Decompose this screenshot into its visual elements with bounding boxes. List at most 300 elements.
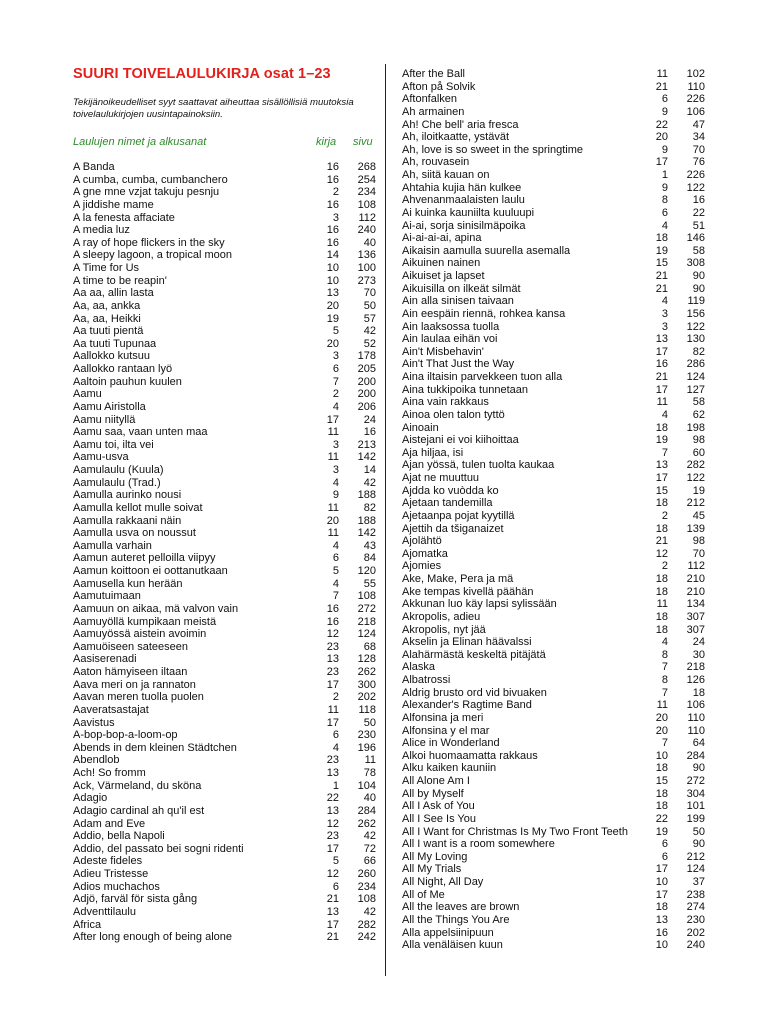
book-number: 17 — [655, 383, 668, 396]
book-number: 13 — [655, 333, 668, 346]
song-row — [73, 792, 376, 805]
song-row — [73, 350, 376, 363]
book-number: 18 — [655, 573, 668, 585]
song-row — [402, 346, 705, 359]
book-number: 4 — [332, 539, 339, 552]
book-number: 17 — [326, 413, 339, 426]
page-number: 70 — [692, 547, 705, 560]
song-name: Aamu — [73, 388, 102, 401]
book-number: 10 — [655, 876, 668, 888]
song-name: Aamu-usva — [73, 451, 129, 464]
song-row — [402, 624, 705, 637]
song-name: Ah, iloitkaatte, ystävät — [402, 131, 509, 144]
song-name: Ake tempas kivellä päähän — [402, 585, 534, 598]
book-number: 22 — [655, 812, 668, 825]
song-name: Aa tuuti Tupunaa — [73, 337, 157, 350]
page-number: 234 — [357, 186, 376, 199]
song-row — [73, 477, 376, 490]
page-number: 273 — [357, 274, 376, 287]
book-number: 1 — [661, 169, 668, 181]
song-name: Ajettih da tšiganaizet — [402, 522, 504, 535]
song-row — [73, 919, 376, 932]
book-number: 7 — [661, 661, 668, 674]
song-name: Addio, del passato bei sogni ridenti — [73, 842, 244, 855]
song-name: Aaveratsastajat — [73, 703, 149, 716]
page-number: 101 — [686, 800, 705, 813]
song-name: Aamu saa, vaan unten maa — [73, 426, 208, 439]
book-number: 21 — [326, 931, 339, 944]
page-number: 90 — [692, 270, 705, 282]
page-number: 42 — [363, 476, 376, 489]
song-row — [73, 666, 376, 679]
book-number: 12 — [326, 868, 339, 880]
book-number: 6 — [661, 838, 668, 851]
song-row — [73, 565, 376, 578]
page-number: 142 — [357, 451, 376, 464]
song-name: Ake, Make, Pera ja mä — [402, 573, 514, 585]
song-name: Aftonfalken — [402, 93, 458, 106]
book-number: 17 — [655, 156, 668, 169]
song-name: Ajomies — [402, 560, 442, 573]
song-row — [73, 161, 376, 174]
song-row — [73, 464, 376, 477]
song-row — [402, 712, 705, 725]
song-name: Ah armainen — [402, 105, 465, 118]
song-name: Akropolis, adieu — [402, 610, 481, 623]
song-name: Adventtilaulu — [73, 905, 136, 918]
song-row — [73, 174, 376, 187]
song-row — [402, 308, 705, 321]
song-name: Ainoain — [402, 421, 439, 434]
song-name: Ain't Misbehavin' — [402, 345, 484, 358]
song-row — [402, 699, 705, 712]
page-number: 90 — [692, 282, 705, 295]
page-number: 127 — [686, 383, 705, 396]
book-number: 6 — [661, 93, 668, 106]
song-name: A cumba, cumba, cumbanchero — [73, 173, 228, 186]
page-number: 60 — [692, 446, 705, 459]
song-name: Aasiserenadi — [73, 653, 137, 666]
book-number: 20 — [655, 131, 668, 144]
song-name: Alla venäläisen kuun — [402, 939, 503, 952]
page-number: 14 — [363, 464, 376, 476]
book-number: 17 — [655, 472, 668, 484]
song-row — [402, 813, 705, 826]
song-row — [73, 780, 376, 793]
page-number: 282 — [357, 918, 376, 931]
song-name: Ain laulaa eihän voi — [402, 333, 498, 346]
page-number: 199 — [686, 812, 705, 825]
book-number: 4 — [332, 400, 339, 413]
song-name: All I Want for Christmas Is My Two Front Teeth — [402, 825, 628, 838]
book-number: 13 — [326, 804, 339, 817]
song-row — [73, 540, 376, 553]
page-number: 139 — [686, 522, 705, 535]
song-name: All by Myself — [402, 787, 464, 800]
song-row — [402, 826, 705, 839]
song-row — [73, 388, 376, 401]
page-number: 42 — [363, 325, 376, 338]
song-row — [402, 876, 705, 889]
song-row — [402, 851, 705, 864]
page-number: 304 — [686, 787, 705, 800]
song-row — [402, 510, 705, 523]
book-number: 8 — [661, 674, 668, 686]
book-number: 22 — [655, 118, 668, 131]
page-number: 40 — [363, 236, 376, 249]
book-number: 4 — [332, 476, 339, 489]
book-number: 20 — [326, 514, 339, 527]
book-number: 19 — [655, 825, 668, 838]
book-number: 6 — [332, 880, 339, 893]
song-row — [73, 515, 376, 528]
song-row — [402, 220, 705, 233]
book-number: 3 — [661, 307, 668, 320]
song-name: Alku kaiken kauniin — [402, 762, 497, 775]
book-number: 17 — [326, 842, 339, 855]
page-number: 57 — [363, 312, 376, 325]
book-number: 13 — [326, 653, 339, 666]
book-number: 17 — [326, 716, 339, 729]
page-number: 188 — [357, 489, 376, 502]
page-number: 108 — [357, 198, 376, 211]
page-number: 100 — [357, 262, 376, 274]
page-number: 52 — [363, 337, 376, 350]
song-name: Adios muchachos — [73, 880, 160, 893]
book-number: 10 — [655, 749, 668, 762]
page-number: 30 — [692, 648, 705, 661]
song-name: Aamulla varhain — [73, 539, 152, 552]
page-number: 274 — [686, 901, 705, 914]
song-name: All I want is a room somewhere — [402, 838, 555, 851]
song-row — [402, 674, 705, 687]
song-name: Ah, love is so sweet in the springtime — [402, 143, 583, 156]
book-number: 6 — [332, 729, 339, 742]
page-number: 98 — [692, 535, 705, 548]
song-name: All My Trials — [402, 863, 462, 876]
book-number: 2 — [332, 691, 339, 704]
song-name: Aamu Airistolla — [73, 400, 146, 413]
page-number: 42 — [363, 830, 376, 843]
book-number: 13 — [326, 287, 339, 300]
song-name: Africa — [73, 918, 102, 931]
song-row — [402, 560, 705, 573]
song-row — [402, 472, 705, 485]
song-row — [73, 641, 376, 654]
song-row — [402, 447, 705, 460]
book-number: 11 — [327, 426, 339, 439]
song-name: Aina iltaisin parvekkeen tuon alla — [402, 371, 563, 383]
page-number: 242 — [357, 931, 376, 944]
book-number: 2 — [332, 388, 339, 401]
book-number: 16 — [326, 173, 339, 186]
song-name: A time to be reapin' — [73, 274, 167, 287]
page-number: 108 — [357, 893, 376, 906]
page-number: 108 — [357, 590, 376, 603]
song-row — [73, 906, 376, 919]
song-name: Alaska — [402, 661, 436, 674]
song-name: Aamu niityllä — [73, 413, 136, 426]
song-row — [73, 830, 376, 843]
book-number: 23 — [326, 666, 339, 678]
page-number: 198 — [686, 421, 705, 434]
song-name: Aa tuuti pientä — [73, 325, 144, 338]
page-number: 188 — [357, 514, 376, 527]
song-row — [402, 914, 705, 927]
song-row — [73, 628, 376, 641]
book-number: 15 — [655, 775, 668, 787]
song-name: Aa, aa, ankka — [73, 299, 141, 312]
page-number: 284 — [686, 749, 705, 762]
song-name: Aa aa, allin lasta — [73, 287, 154, 300]
book-number: 9 — [332, 489, 339, 502]
page-number: 268 — [357, 161, 376, 173]
book-number: 9 — [661, 143, 668, 156]
song-name: Akropolis, nyt jää — [402, 623, 486, 636]
book-number: 2 — [661, 509, 668, 522]
book-number: 7 — [661, 737, 668, 750]
song-name: Aamusella kun herään — [73, 577, 183, 590]
song-row — [73, 401, 376, 414]
song-row — [402, 775, 705, 788]
page-number: 206 — [357, 400, 376, 413]
header-page: sivu — [353, 136, 373, 148]
page-number: 68 — [363, 640, 376, 653]
song-row — [402, 611, 705, 624]
song-name: All My Loving — [402, 850, 468, 863]
song-row — [73, 237, 376, 250]
song-row — [402, 333, 705, 346]
song-row — [73, 313, 376, 326]
page-number: 282 — [686, 459, 705, 472]
song-name: Ah, siitä kauan on — [402, 169, 490, 181]
song-row — [402, 523, 705, 536]
song-name: Aavan meren tuolla puolen — [73, 691, 204, 704]
page-number: 72 — [363, 842, 376, 855]
page-number: 126 — [686, 674, 705, 686]
song-row — [73, 249, 376, 262]
book-number: 20 — [655, 711, 668, 724]
page-number: 272 — [686, 775, 705, 787]
page-number: 40 — [363, 792, 376, 805]
song-row — [402, 725, 705, 738]
song-row — [73, 527, 376, 540]
page-number: 234 — [357, 880, 376, 893]
book-number: 11 — [327, 451, 339, 464]
header-song-name: Laulujen nimet ja alkusanat — [73, 136, 207, 148]
song-name: A sleepy lagoon, a tropical moon — [73, 249, 232, 262]
song-row — [402, 649, 705, 662]
song-name: Afton på Solvik — [402, 80, 476, 93]
book-number: 11 — [656, 396, 668, 409]
page-number: 84 — [363, 552, 376, 565]
song-row — [402, 169, 705, 182]
song-row — [73, 603, 376, 616]
song-row — [73, 868, 376, 881]
song-row — [402, 750, 705, 763]
page-number: 284 — [357, 804, 376, 817]
book-number: 21 — [655, 270, 668, 282]
book-number: 4 — [332, 577, 339, 590]
book-number: 23 — [326, 640, 339, 653]
song-row — [402, 93, 705, 106]
page-number: 156 — [686, 307, 705, 320]
song-name: Ain't That Just the Way — [402, 358, 515, 371]
book-number: 21 — [655, 80, 668, 93]
book-number: 4 — [661, 295, 668, 308]
book-number: 6 — [332, 363, 339, 375]
page-title: SUURI TOIVELAULUKIRJA osat 1–23 — [73, 66, 331, 82]
song-name: All Night, All Day — [402, 876, 484, 888]
book-number: 4 — [661, 636, 668, 649]
song-row — [73, 578, 376, 591]
song-row — [73, 489, 376, 502]
song-row — [73, 376, 376, 389]
page-number: 58 — [692, 244, 705, 257]
page-number: 240 — [357, 224, 376, 237]
page-number: 128 — [357, 653, 376, 666]
song-list-right — [402, 68, 705, 952]
song-row — [73, 426, 376, 439]
page-number: 90 — [692, 838, 705, 851]
page-number: 202 — [686, 926, 705, 939]
song-name: Aamuöiseen sateeseen — [73, 640, 188, 653]
song-name: Ainoa olen talon tyttö — [402, 408, 505, 421]
page-number: 98 — [692, 434, 705, 447]
song-name: Adieu Tristesse — [73, 868, 149, 880]
song-row — [73, 679, 376, 692]
page-number: 37 — [692, 876, 705, 888]
song-name: Adagio cardinal ah qu'il est — [73, 804, 205, 817]
song-name: Aikuinen nainen — [402, 257, 481, 270]
song-name: Aamulaulu (Trad.) — [73, 476, 161, 489]
page-number: 51 — [692, 219, 705, 232]
song-row — [73, 805, 376, 818]
page-number: 300 — [357, 678, 376, 691]
song-name: Ah! Che bell' aria fresca — [402, 118, 519, 131]
book-number: 9 — [661, 181, 668, 194]
page-number: 43 — [363, 539, 376, 552]
song-row — [402, 245, 705, 258]
song-row — [402, 422, 705, 435]
book-number: 13 — [326, 905, 339, 918]
song-name: Ajdda ko vuòdda ko — [402, 484, 499, 497]
song-name: A ray of hope flickers in the sky — [73, 236, 225, 249]
book-number: 6 — [661, 206, 668, 219]
song-row — [402, 598, 705, 611]
song-row — [402, 232, 705, 245]
song-name: Aa, aa, Heikki — [73, 312, 141, 325]
song-row — [73, 451, 376, 464]
song-row — [73, 363, 376, 376]
song-row — [402, 194, 705, 207]
song-row — [73, 742, 376, 755]
song-name: A gne mne vzjat takuju pesnju — [73, 186, 220, 199]
page-number: 230 — [686, 913, 705, 926]
book-number: 6 — [332, 552, 339, 565]
book-number: 5 — [332, 565, 339, 577]
book-number: 12 — [655, 547, 668, 560]
page-number: 11 — [364, 754, 376, 767]
book-number: 2 — [661, 560, 668, 573]
book-number: 18 — [655, 623, 668, 636]
song-row — [402, 295, 705, 308]
page-number: 272 — [357, 602, 376, 615]
book-number: 18 — [655, 421, 668, 434]
song-row — [73, 754, 376, 767]
book-number: 18 — [655, 610, 668, 623]
song-row — [402, 371, 705, 384]
song-row — [402, 661, 705, 674]
song-name: Aina tukkipoika tunnetaan — [402, 383, 528, 396]
song-row — [73, 616, 376, 629]
page-number: 110 — [687, 80, 705, 93]
song-row — [402, 119, 705, 132]
song-name: All the Things You Are — [402, 913, 510, 926]
song-row — [73, 717, 376, 730]
song-row — [73, 287, 376, 300]
song-name: Akselin ja Elinan häävalssi — [402, 636, 532, 649]
header-book: kirja — [316, 136, 337, 148]
book-number: 21 — [655, 371, 668, 383]
page-number: 66 — [363, 855, 376, 868]
song-name: Adjö, farväl för sista gång — [73, 893, 198, 906]
song-name: Ain laaksossa tuolla — [402, 320, 500, 333]
book-number: 3 — [332, 438, 339, 451]
book-number: 15 — [655, 257, 668, 270]
page-number: 212 — [686, 850, 705, 863]
page-number: 22 — [692, 206, 705, 219]
page-number: 142 — [357, 527, 376, 540]
song-row — [402, 81, 705, 94]
book-number: 19 — [655, 244, 668, 257]
song-row — [402, 106, 705, 119]
page-number: 119 — [687, 295, 705, 308]
page-number: 45 — [692, 509, 705, 522]
song-name: Ach! So fromm — [73, 767, 146, 779]
page-number: 16 — [692, 194, 705, 207]
song-row — [73, 590, 376, 603]
page-number: 18 — [692, 686, 705, 699]
page-number: 24 — [363, 413, 376, 426]
book-number: 18 — [655, 522, 668, 535]
song-name: Ajetaanpa pojat kyytillä — [402, 509, 515, 522]
book-number: 10 — [326, 262, 339, 274]
song-name: Ajan yössä, tulen tuolta kaukaa — [402, 459, 555, 472]
song-row — [73, 439, 376, 452]
song-row — [402, 863, 705, 876]
song-name: A Time for Us — [73, 262, 140, 274]
song-name: A Banda — [73, 161, 115, 173]
copyright-notice: Tekijänoikeudelliset syyt saattavat aiheuttaa sisällöllisiä muutoksia toivelaulukirjojen uusintapainoksiin. — [73, 97, 354, 121]
page-number: 240 — [686, 939, 705, 952]
song-name: Alfonsina ja meri — [402, 711, 484, 724]
song-row — [73, 224, 376, 237]
page-number: 196 — [357, 741, 376, 754]
book-number: 21 — [655, 535, 668, 548]
book-number: 4 — [661, 219, 668, 232]
song-name: Aamun auteret pelloilla viipyy — [73, 552, 216, 565]
page-number: 210 — [686, 573, 705, 585]
book-number: 23 — [326, 754, 339, 767]
page-number: 112 — [358, 211, 376, 224]
song-row — [73, 275, 376, 288]
song-row — [402, 939, 705, 952]
page-number: 134 — [686, 598, 705, 611]
song-name: Alexander's Ragtime Band — [402, 699, 532, 712]
song-row — [73, 855, 376, 868]
book-number: 8 — [661, 648, 668, 661]
